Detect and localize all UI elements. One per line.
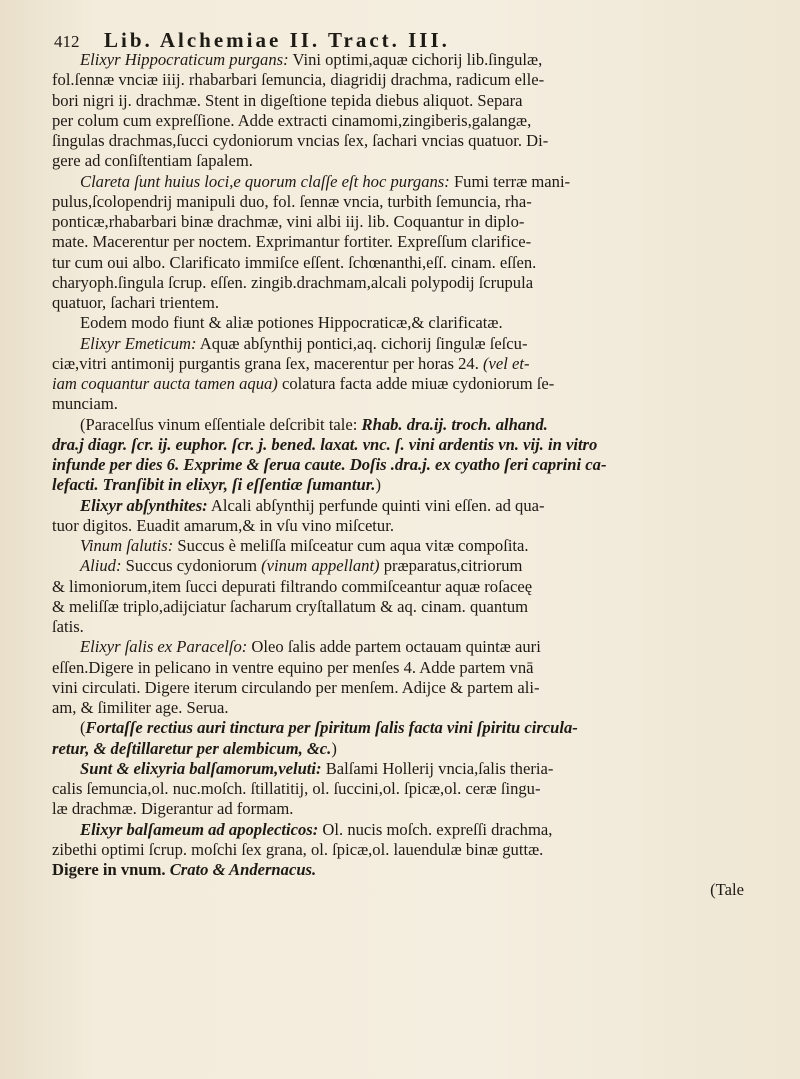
text-segment: munciam. (52, 394, 118, 414)
text-segment: Succus cydoniorum (121, 556, 262, 576)
text-segment: (Paracelſus vinum eſſentiale deſcribit tale: (80, 414, 362, 434)
text-segment: mate. Macerentur per noctem. Exprimantur fortiter. Expreſſum clarifice- (52, 232, 532, 252)
text-line (52, 253, 764, 273)
text-segment: am, & ſimiliter age. Serua. (52, 698, 229, 717)
text-segment: fol.ſennæ vnciæ iiij. rhabarbari ſemuncia, diagridij drachma, radicum elle- (52, 70, 545, 90)
text-segment: colatura facta adde miuæ cydoniorum ſe- (277, 374, 555, 393)
text-segment: & meliſſæ triplo,adijciatur ſacharum cryſtallatum & aq. cinam. quantum (52, 596, 529, 616)
text-line (52, 273, 764, 293)
text-line (52, 91, 764, 111)
text-segment: per colum cum expreſſione. Adde extracti cinamomi,zingiberis,galangæ, (52, 110, 532, 130)
text-line (52, 799, 764, 819)
text-segment: eſſen.Digere in pelicano in ventre equino per menſes 4. Adde partem vnā (52, 657, 534, 677)
text-segment: (vel et- (483, 353, 530, 373)
text-line (52, 172, 764, 192)
text-line (52, 617, 764, 637)
text-segment: iam coquantur aucta tamen aqua) (52, 374, 278, 393)
text-line (52, 192, 764, 212)
text-line (52, 536, 764, 556)
text-segment: Elixyr abſynthites: (80, 495, 208, 515)
text-segment: Oleo ſalis adde partem octauam quintæ auri (247, 637, 541, 657)
text-segment: Ol. nucis moſch. expreſſi drachma, (318, 819, 553, 839)
text-line (52, 111, 764, 131)
text-segment: Aliud: (80, 556, 122, 576)
text-line (52, 637, 764, 657)
text-line (52, 718, 764, 738)
text-line (52, 759, 764, 779)
text-segment: Alcali abſynthij perfunde quinti vini eſſen. ad qua- (207, 495, 545, 515)
text-line (52, 516, 764, 536)
text-line (52, 374, 764, 394)
text-segment: calis ſemuncia,ol. nuc.moſch. ſtillatitij, ol. ſuccini,ol. ſpicæ,ol. ceræ ſingu- (52, 779, 541, 798)
text-line (52, 151, 764, 171)
text-segment: ſingulas drachmas,ſucci cydoniorum vncias ſex, ſachari vncias quatuor. Di- (52, 131, 549, 150)
text-line (52, 840, 764, 860)
text-line (52, 334, 764, 354)
text-segment: Digere in vnum. (52, 860, 170, 879)
text-line (52, 496, 764, 516)
text-segment: vini circulati. Digere iterum circulando per menſem. Adijce & partem ali- (52, 677, 540, 697)
text-segment: tuor digitos. Euadit amarum,& in vſu vino miſcetur. (52, 515, 394, 535)
text-line (52, 739, 764, 759)
text-segment: Eodem modo fiunt & aliæ potiones Hippocraticæ,& clarificatæ. (80, 313, 503, 333)
text-line (52, 212, 764, 232)
text-segment: Vini optimi,aquæ cichorij lib.ſingulæ, (288, 50, 543, 69)
text-segment: Aquæ abſynthij pontici,aq. cichorij ſingulæ ſeſcu- (196, 333, 528, 353)
text-segment: Elixyr Emeticum: (80, 333, 197, 353)
text-segment: pulus,ſcolopendrij manipuli duo, fol. ſennæ vncia, turbith ſemuncia, rha- (52, 191, 532, 211)
text-segment: ) (375, 475, 381, 495)
text-segment: Rhab. dra.ij. troch. alhand. (361, 414, 548, 434)
text-segment: ) (331, 738, 337, 758)
text-segment: Fortaſſe rectius auri tinctura per ſpiritum ſalis facta vini ſpiritu circula- (85, 718, 578, 738)
text-segment: Fumi terræ mani- (449, 171, 571, 191)
text-line (52, 70, 764, 90)
text-line (52, 698, 764, 718)
text-line (52, 820, 764, 840)
text-segment: lefacti. Tranſibit in elixyr, ſi eſſentiæ ſumantur. (52, 475, 376, 495)
text-segment: Balſami Hollerij vncia,ſalis theria- (321, 758, 554, 778)
text-segment: Elixyr Hippocraticum purgans: (80, 50, 289, 69)
text-segment: ( (80, 718, 86, 738)
text-segment: Crato & Andernacus. (169, 860, 317, 879)
text-line (52, 678, 764, 698)
text-segment: Vinum ſalutis: (80, 536, 174, 555)
text-line (52, 232, 764, 252)
body-text (52, 50, 764, 901)
text-segment: infunde per dies 6. Exprime & ſerua caute. Doſis .dra.j. ex cyatho ſeri caprini ca- (52, 455, 607, 474)
text-line (52, 779, 764, 799)
page-number: 412 (54, 32, 80, 51)
text-segment: præparatus,citriorum (379, 556, 523, 576)
text-segment: læ drachmæ. Digerantur ad formam. (52, 799, 294, 819)
text-segment: Clareta ſunt huius loci,e quorum claſſe eſt hoc purgans: (80, 171, 450, 191)
text-segment: bori nigri ij. drachmæ. Stent in digeſtione tepida diebus aliquot. Separa (52, 90, 523, 110)
text-line (52, 860, 764, 880)
text-segment: Elixyr ſalis ex Paracelſo: (80, 637, 248, 657)
text-line (52, 577, 764, 597)
text-segment: tur cum oui albo. Clarificato immiſce eſſent. ſchœnanthi,eſſ. cinam. eſſen. (52, 252, 537, 272)
text-line (52, 394, 764, 414)
running-title: Lib. Alchemiae II. Tract. III. (104, 28, 450, 52)
text-segment: ponticæ,rhabarbari binæ drachmæ, vini albi iij. lib. Coquantur in diplo- (52, 212, 525, 231)
text-segment: quatuor, ſachari trientem. (52, 293, 220, 312)
text-line (52, 415, 764, 435)
text-segment: retur, & deſtillaretur per alembicum, &c. (52, 738, 332, 758)
text-segment: & limoniorum,item ſucci depurati filtrando commiſceantur aquæ roſaceę (52, 576, 533, 596)
text-segment: ſatis. (52, 617, 84, 636)
text-line (52, 880, 764, 900)
text-line (52, 455, 764, 475)
text-line (52, 556, 764, 576)
text-line (52, 354, 764, 374)
text-segment: (vinum appellant) (261, 556, 380, 576)
text-line (52, 313, 764, 333)
text-segment: Succus è meliſſa miſceatur cum aqua vitæ compoſita. (173, 536, 529, 555)
text-line (52, 435, 764, 455)
text-segment: zibethi optimi ſcrup. moſchi ſex grana, ol. ſpicæ,ol. lauendulæ binæ guttæ. (52, 839, 544, 859)
text-line (52, 293, 764, 313)
text-segment: Elixyr balſameum ad apoplecticos: (80, 819, 319, 839)
text-line (52, 50, 764, 70)
text-segment: dra.j diagr. ſcr. ij. euphor. ſcr. j. bened. laxat. vnc. ſ. vini ardentis vn. vij. in vitro (52, 434, 598, 454)
text-line (52, 475, 764, 495)
text-segment: ciæ,vitri antimonij purgantis grana ſex, macerentur per horas 24. (52, 353, 484, 373)
text-segment: (Tale (710, 880, 744, 900)
text-segment: charyoph.ſingula ſcrup. eſſen. zingib.drachmam,alcali polypodij ſcrupula (52, 272, 534, 292)
text-segment: Sunt & elixyria balſamorum,veluti: (80, 758, 322, 778)
text-line (52, 658, 764, 678)
text-line (52, 597, 764, 617)
text-line (52, 131, 764, 151)
text-segment: gere ad conſiſtentiam ſapalem. (52, 151, 253, 171)
